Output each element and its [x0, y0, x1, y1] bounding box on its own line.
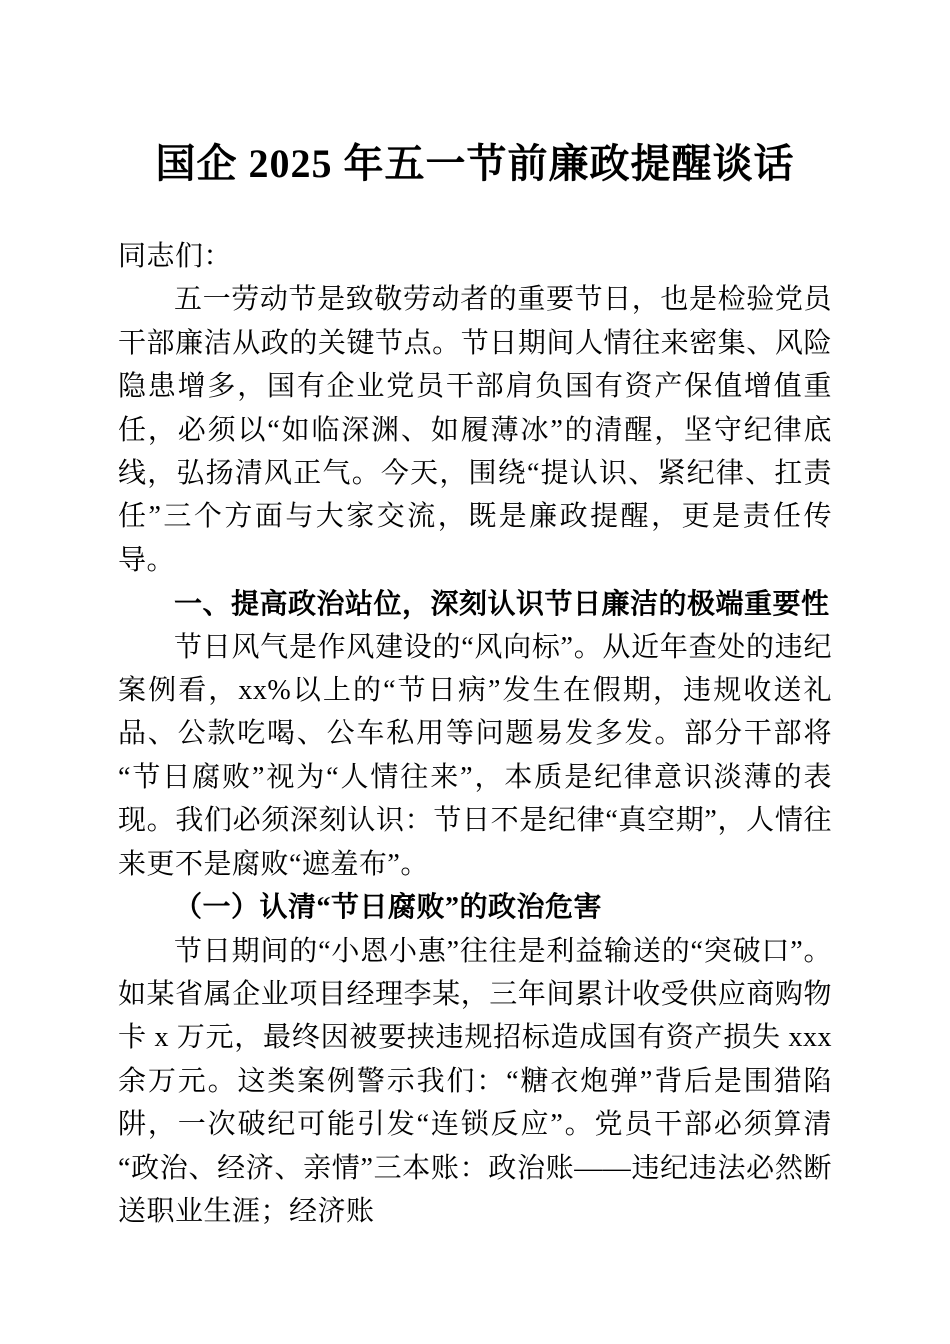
paragraph-body: 节日风气是作风建设的“风向标”。从近年查处的违纪案例看，xx%以上的“节日病”发生在假期，违规收送礼品、公款吃喝、公车私用等问题易发多发。部分干部将“节日腐败”视为“人情往来”，本质是纪律意识淡薄的表现。我们必须深刻认识：节日不是纪律“真空期”，人情往来更不是腐败“遮羞布”。: [118, 631, 832, 880]
document-title: 国企 2025 年五一节前廉政提醒谈话: [155, 141, 795, 186]
paragraph-heading1: 一、提高政治站位，深刻认识节日廉洁的极端重要性: [174, 588, 830, 620]
paragraph-heading2: （一）认清“节日腐败”的政治危害: [174, 892, 603, 924]
paragraph-salutation: 同志们：: [118, 241, 233, 272]
document-body: [118, 235, 832, 1233]
paragraph-body: 五一劳动节是致敬劳动者的重要节日，也是检验党员干部廉洁从政的关键节点。节日期间人情往来密集、风险隐患增多，国有企业党员干部肩负国有资产保值增值重任，必须以“如临深渊、如履薄冰”的清醒，坚守纪律底线，弘扬清风正气。今天，围绕“提认识、紧纪律、扛责任”三个方面与大家交流，既是廉政提醒，更是责任传导。: [118, 284, 832, 576]
paragraph-body: 节日期间的“小恩小惠”往往是利益输送的“突破口”。如某省属企业项目经理李某，三年间累计收受供应商购物卡 x 万元，最终因被要挟违规招标造成国有资产损失 xxx 余万元。这类案例警示我们：“糖衣炮弹”背后是围猎陷阱，一次破纪可能引发“连锁反应”。党员干部必须算清“政治、经济、亲情”三本账：政治账——违纪违法必然断送职业生涯；经济账: [118, 935, 832, 1227]
